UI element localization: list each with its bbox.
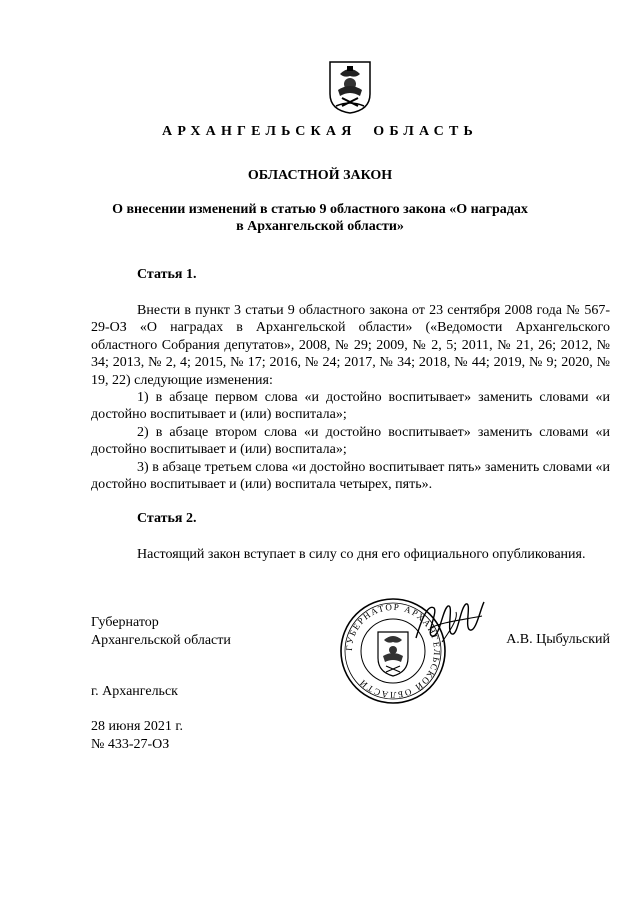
article-1-item-3: 3) в абзаце третьем слова «и достойно воспитывает пять» заменить словами «и достойно воспитывает и (или) воспитала четырех, пять». [91,459,610,493]
article-2-body [91,546,610,563]
city: г. Архангельск [91,684,178,699]
article-1-paragraph: Внести в пункт 3 статьи 9 областного закона от 23 сентября 2008 года № 567-29-ОЗ «О наградах в Архангельской области» («Ведомости Архангельского областного Собрания депутатов», 2008, № 29; 2009, № 2, 5; 2011, № 21, 26; 2012, № 34; 2013, № 2, 4; 2015, № 17; 2016, № 24; 2017, № 34; 2018, № 44; 2019, № 9; 2020, № 19, 22) следующие изменения: [91,303,610,388]
governor-title: Губернатор [91,615,159,630]
law-title: О внесении изменений в статью 9 областного закона «О наградах в Архангельской области» [112,202,528,234]
article-2-heading: Статья 2. [137,511,197,526]
signature-mark [412,598,488,646]
article-1-heading: Статья 1. [137,267,197,282]
governor-region: Архангельской области [91,633,231,648]
article-1-item-1: 1) в абзаце первом слова «и достойно воспитывает» заменить словами «и достойно воспитывает и (или) воспитала»; [91,390,610,423]
law-number: № 433-27-ОЗ [91,737,170,752]
article-1-item-2: 2) в абзаце втором слова «и достойно воспитывает» заменить словами «и достойно воспитывает и (или) воспитала»; [91,424,610,458]
signing-date: 28 июня 2021 г. [91,719,184,734]
seal-text: ГУБЕРНАТОР АРХАНГЕЛЬСКОЙ ОБЛАСТИ [343,601,443,701]
article-2-text: Настоящий закон вступает в силу со дня его официального опубликования. [137,547,586,562]
coat-of-arms-icon [328,60,372,114]
law-type: ОБЛАСТНОЙ ЗАКОН [247,168,393,183]
region-name: АРХАНГЕЛЬСКАЯ ОБЛАСТЬ [162,124,478,139]
signer-name: А.В. Цыбульский [506,632,610,647]
article-1-body [91,302,610,493]
